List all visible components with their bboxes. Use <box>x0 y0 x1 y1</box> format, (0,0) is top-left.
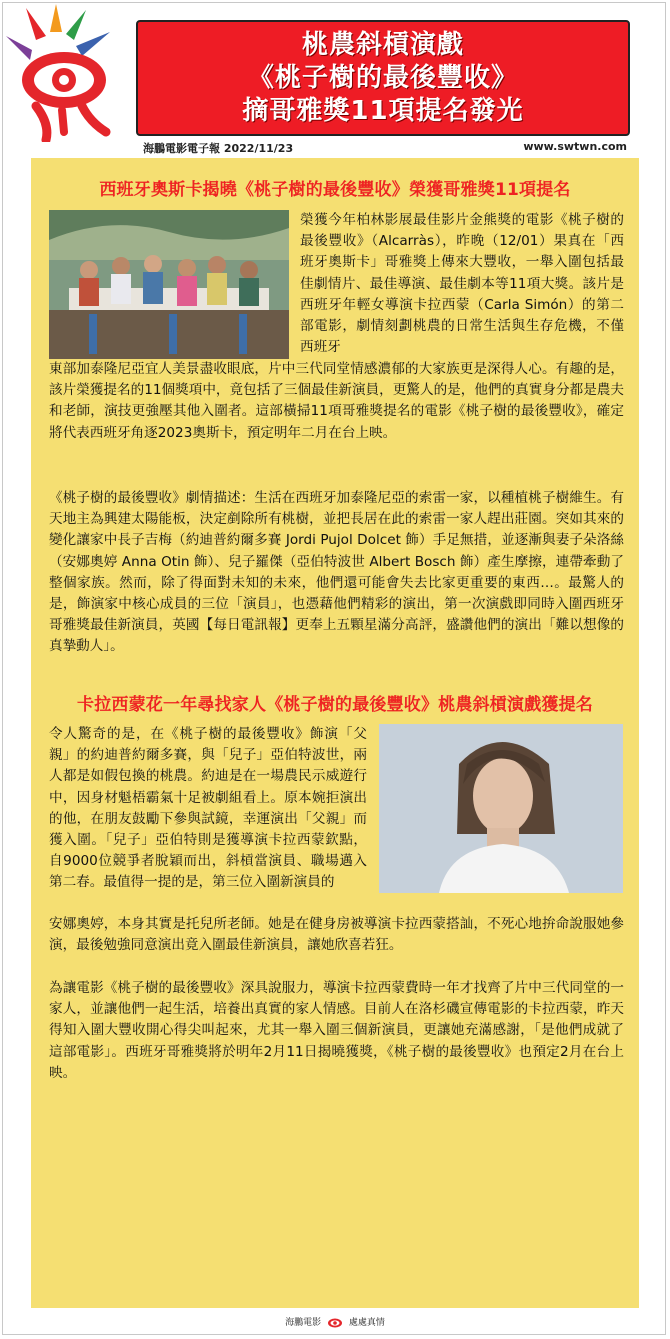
article-panel <box>31 158 639 1308</box>
director-portrait-photo <box>379 724 623 893</box>
headline-banner <box>136 20 630 136</box>
headline-line-3: 摘哥雅獎11項提名發光 <box>242 95 524 126</box>
headline-line-2: 《桃子樹的最後豐收》 <box>247 62 518 93</box>
footer <box>0 1315 670 1330</box>
paragraph-3-wrap: 令人驚奇的是，在《桃子樹的最後豐收》飾演「父親」的約迪普約爾多賽，與「兒子」亞伯特波世，兩人都是如假包換的桃農。約迪是在一場農民示威遊行中，因身材魁梧霸氣十足被劇組看上。原本婉拒演出的他，在朋友鼓勵下參與試鏡，幸運演出「父親」而獲入圍。「兒子」亞伯特則是獲導演卡拉西蒙欽點，自9000位競爭者脫穎而出，斜槓當演員、職場邁入第二春。最值得一提的是，第三位入圍新演員的 <box>49 726 367 891</box>
subtitle-goya-nominations: 西班牙奧斯卡揭曉《桃子樹的最後豐收》榮獲哥雅獎11項提名 <box>99 180 571 200</box>
footer-brand: 海鵬電影 <box>285 1318 322 1328</box>
family-dinner-photo <box>49 210 289 359</box>
source-date: 海鵬電影電子報 2022/11/23 <box>143 142 294 155</box>
subtitle-peach-farmers: 卡拉西蒙花一年尋找家人《桃子樹的最後豐收》桃農斜槓演戲獲提名 <box>77 695 593 715</box>
paragraph-4: 為讓電影《桃子樹的最後豐收》深具說服力，導演卡拉西蒙費時一年才找齊了片中三代同堂的一家人，並讓他們一起生活，培養出真實的家人情感。目前人在洛杉磯宣傳電影的卡拉西蒙，昨天得知入圍大豐收開心得尖叫起來，尤其一舉入圍三個新演員，更讓她充滿感謝，「是他們成就了這部電影」。西班牙哥雅獎將於明年2月11日揭曉獲獎，《桃子樹的最後豐收》也預定2月在台上映。 <box>49 980 624 1081</box>
paragraph-1-wrap: 榮獲今年柏林影展最佳影片金熊獎的電影《桃子樹的最後豐收》（Alcarràs），昨晚（12/01）果真在「西班牙奧斯卡」哥雅獎上傳來大豐收，一舉入圍包括最佳劇情片、最佳導演、最佳劇本等11項大獎。該片是西班牙年輕女導演卡拉西蒙（Carla Simón）的第二部電影，劇情刻劃桃農的日常生活與生存危機，不僅西班牙 <box>300 212 624 356</box>
website-link[interactable]: www.swtwn.com <box>523 140 627 153</box>
footer-logo-icon <box>326 1316 344 1330</box>
paragraph-3-full: 安娜奧婷，本身其實是托兒所老師。她是在健身房被導演卡拉西蒙搭訕，不死心地拚命說服她參演，最後勉強同意演出竟入圍最佳新演員，讓她欣喜若狂。 <box>49 916 624 954</box>
swtwn-logo <box>6 2 128 142</box>
paragraph-1-full: 東部加泰隆尼亞宜人美景盡收眼底，片中三代同堂情感濃郁的大家族更是深得人心。有趣的是，該片榮獲提名的11個獎項中，竟包括了三個最佳新演員，更驚人的是，他們的真實身分都是農夫和老師，演技更強壓其他入圍者。這部橫掃11項哥雅獎提名的電影《桃子樹的最後豐收》，確定將代表西班牙角逐2023奧斯卡，預定明年二月在台上映。 <box>49 361 624 441</box>
paragraph-2-synopsis: 《桃子樹的最後豐收》劇情描述：生活在西班牙加泰隆尼亞的索雷一家，以種植桃子樹維生。有天地主為興建太陽能板，決定剷除所有桃樹，並把長居在此的索雷一家人趕出莊園。突如其來的變化讓家中長子吉梅（約迪普約爾多賽 Jordi Pujol Dolcet 飾）手足無措，並逐漸與妻子朵洛絲（安娜奧婷 Anna Otin 飾）、兒子羅傑（亞伯特波世 Albert Bosch 飾）產生摩擦，連帶牽動了整個家族。然而，除了得面對未知的未來，他們還可能會失去比家更重要的東西…。最驚人的是，飾演家中核心成員的三位「演員」，也憑藉他們精彩的演出，第一次演戲即同時入圍西班牙哥雅獎最佳新演員，英國【每日電訊報】更奉上五顆星滿分高評，盛讚他們的演出「難以想像的真摯動人」。 <box>49 490 624 655</box>
meta-row <box>143 140 627 156</box>
footer-slogan: 處處真情 <box>348 1318 385 1328</box>
headline-line-1: 桃農斜槓演戲 <box>301 29 464 60</box>
